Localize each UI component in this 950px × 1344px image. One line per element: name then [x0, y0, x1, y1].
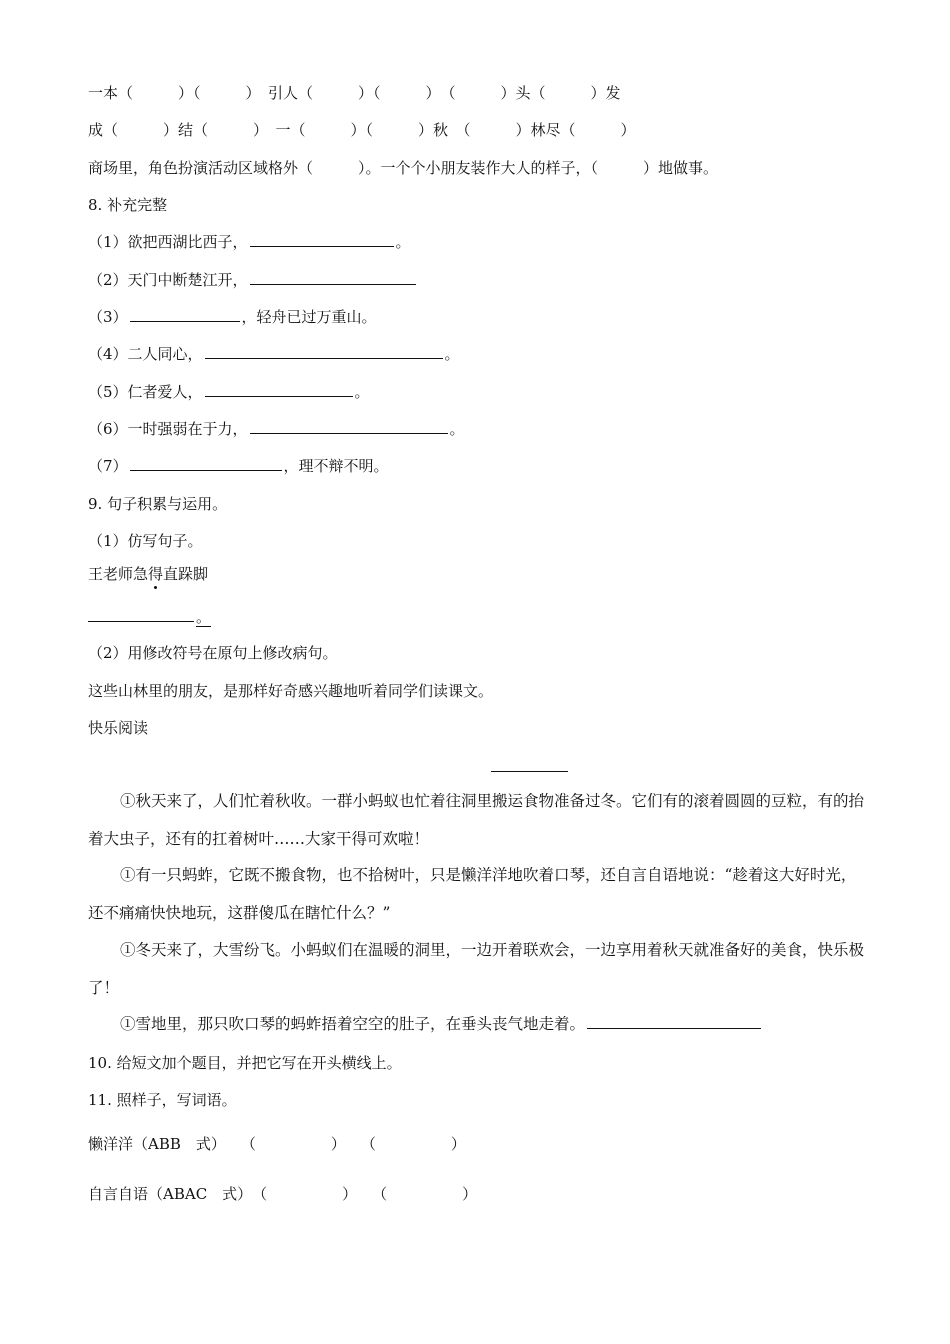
reading-paragraph-4: ①雪地里，那只吹口琴的蚂蚱捂着空空的肚子，在垂头丧气地走着。: [88, 1005, 864, 1043]
reading-heading: 快乐阅读: [88, 719, 149, 737]
fill-words-row-2: 成（ ）结（ ） 一（ ）（ ）秋 （ ）林尽（ ）: [88, 121, 636, 139]
answer-blank[interactable]: [250, 270, 416, 285]
q8-item-7: （7） ，理不辩不明。: [88, 457, 389, 475]
q8-item-1: （1）欲把西湖比西子， 。: [88, 233, 411, 251]
q8-item-6: （6）一时强弱在于力， 。: [88, 420, 465, 438]
answer-blank[interactable]: [205, 344, 443, 359]
answer-blank[interactable]: [250, 419, 448, 434]
q8-item-5: （5）仁者爱人， 。: [88, 383, 370, 401]
q8-item-2: （2）天门中断楚江开，: [88, 269, 418, 291]
answer-blank[interactable]: [130, 307, 240, 322]
q8-item-3: （3） ，轻舟已过万重山。: [88, 308, 377, 326]
answer-blank[interactable]: [130, 456, 282, 471]
q8-item-4: （4）二人同心， 。: [88, 345, 460, 363]
emphasis-dot-char: 得: [148, 565, 164, 583]
q9-sentence: 这些山林里的朋友，是那样好奇感兴趣地听着同学们读课文。: [88, 682, 494, 700]
q9-sub-1: （1）仿写句子。: [88, 532, 203, 550]
q10-title: 10. 给短文加个题目，并把它写在开头横线上。: [88, 1054, 402, 1072]
q11-title: 11. 照样子，写词语。: [88, 1091, 237, 1109]
title-answer-blank[interactable]: [491, 771, 568, 772]
answer-blank[interactable]: [587, 1012, 761, 1029]
fill-words-row-3: 商场里，角色扮演活动区域格外（ ）。一个个小朋友装作大人的样子，（ ）地做事。: [88, 159, 719, 177]
q11-row-2: 自言自语（ABAC 式） （ ） （ ）: [88, 1185, 478, 1203]
q11-row-1: 懒洋洋（ABB 式） （ ） （ ）: [88, 1135, 466, 1153]
q9-answer-line: 。: [88, 606, 211, 628]
q9-title: 9. 句子积累与运用。: [88, 495, 228, 513]
reading-paragraph-3: ①冬天来了，大雪纷飞。小蚂蚁们在温暖的洞里，一边开着联欢会，一边享用着秋天就准备好的美食，快乐极了！: [88, 941, 865, 997]
answer-blank[interactable]: [205, 382, 353, 397]
q8-title: 8. 补充完整: [88, 196, 168, 214]
answer-blank[interactable]: [88, 607, 194, 622]
reading-paragraph-2: ①有一只蚂蚱，它既不搬食物，也不拾树叶，只是懒洋洋地吹着口琴，还自言自语地说：“趁着这大好时光，还不痛痛快快地玩，这群傻瓜在瞎忙什么？”: [88, 866, 857, 922]
q9-sub-2: （2）用修改符号在原句上修改病句。: [88, 644, 338, 662]
q9-example: 王老师急得直跺脚: [88, 565, 209, 583]
answer-blank[interactable]: [250, 232, 394, 247]
fill-words-row-1: 一本（ ）（ ） 引人（ ）（ ） （ ）头（ ）发: [88, 84, 621, 102]
reading-paragraph-1: ①秋天来了，人们忙着秋收。一群小蚂蚁也忙着往洞里搬运食物准备过冬。它们有的滚着圆圆的豆粒，有的抬着大虫子，还有的扛着树叶……大家干得可欢啦！: [88, 792, 865, 848]
